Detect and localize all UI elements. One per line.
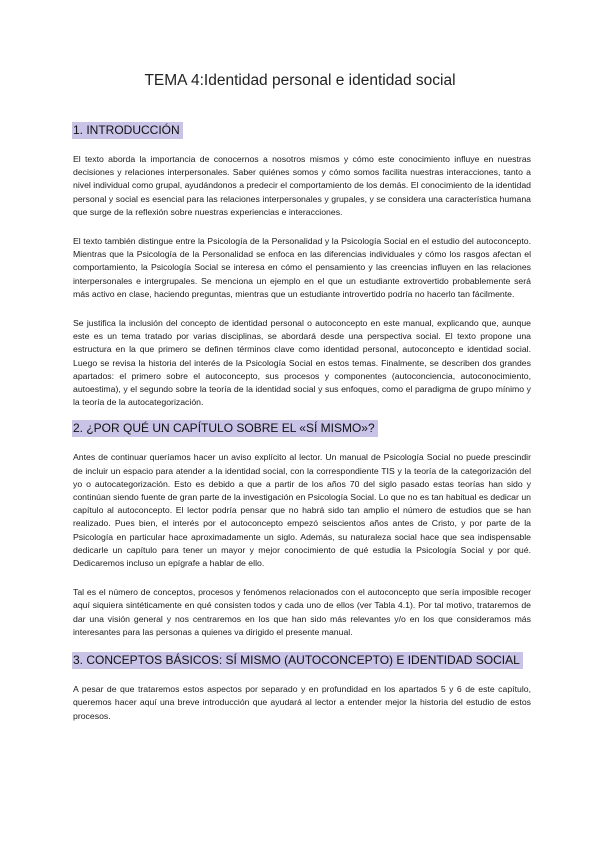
- section-introduccion: [73, 121, 531, 409]
- paragraph: Antes de continuar queríamos hacer un aviso explícito al lector. Un manual de Psicología Social no puede prescindir de incluir un espacio para atender a la identidad social, con la correspondiente TIS y la teoría de la categorización del yo o autocategorización. Esto es debido a que a partir de los años 70 del siglo pasado estas teorías han sido y continúan siendo fuente de gran parte de la investigación en Psicología Social. Lo que no es tan habitual es dedicar un capítulo al autoconcepto. El lector podría pensar que no habrá sido tan amplio el número de estudios que se han realizado. Pues bien, el interés por el autoconcepto empezó seiscientos años antes de Cristo, y por parte de la Psicología en particular hace aproximadamente un siglo. Además, su naturaleza social hace que sea indispensable dedicarle un capítulo para tener un mayor y mejor conocimiento de qué estudia la Psicología Social y por qué. Dedicaremos incluso un epígrafe a hablar de ello.: [73, 452, 531, 569]
- document-body: [73, 121, 531, 739]
- paragraph: Se justifica la inclusión del concepto de identidad personal o autoconcepto en este manual, explicando que, aunque este es un tema tratado por varias disciplinas, se abordará desde una perspectiva social. El texto propone una estructura en la que primero se definen términos clave como identidad personal, autoconcepto e identidad social. Luego se revisa la historia del interés de la Psicología Social en estos temas. Finalmente, se describen dos grandes apartados: el primero sobre el autoconcepto, sus procesos y componentes (autoconciencia, autoconocimiento, autoestima), y el segundo sobre la teoría de la identidad social y sus enfoques, como el paradigma de grupo mínimo y la teoría de la autocategorización.: [73, 318, 531, 408]
- paragraph: El texto también distingue entre la Psicología de la Personalidad y la Psicología Social en el estudio del autoconcepto. Mientras que la Psicología de la Personalidad se enfoca en las diferencias individuales y cómo los rasgos afectan el comportamiento, la Psicología Social se interesa en cómo el pensamiento y las creencias influyen en las relaciones interpersonales e intergrupales. Se menciona un ejemplo en el que un estudiante extrovertido probablemente será más activo en clase, haciendo preguntas, mientras que un estudiante introvertido podría no hacerlo tan fácilmente.: [73, 236, 531, 299]
- document-title: TEMA 4:Identidad personal e identidad social: [144, 72, 456, 89]
- paragraph: El texto aborda la importancia de conocernos a nosotros mismos y cómo este conocimiento influye en nuestras decisiones y relaciones interpersonales. Saber quiénes somos y cómo somos facilita nuestras interacciones, tanto a nivel individual como grupal, ayudándonos a predecir el comportamiento de los demás. El conocimiento de la identidad personal y social es esencial para las relaciones interpersonales y grupales, y se considera una característica humana que surge de la reflexión sobre nuestras experiencias e interacciones.: [73, 154, 531, 217]
- paragraph: A pesar de que trataremos estos aspectos por separado y en profundidad en los apartados 5 y 6 de este capítulo, queremos hacer aquí una breve introducción que ayudará al lector a entender mejor la historia del estudio de estos procesos.: [73, 684, 531, 721]
- paragraph: Tal es el número de conceptos, procesos y fenómenos relacionados con el autoconcepto que sería imposible recoger aquí siquiera sintéticamente en qué consisten todos y cada uno de ellos (ver Tabla 4.1). Por tal motivo, trataremos de dar una visión general y nos centraremos en los que han sido más relevantes y/o en los que consideramos más interesantes para las personas a quienes va dirigido el presente manual.: [73, 587, 531, 637]
- section-heading: 3. CONCEPTOS BÁSICOS: SÍ MISMO (AUTOCONCEPTO) E IDENTIDAD SOCIAL: [72, 652, 523, 669]
- section-por-que: [73, 419, 531, 639]
- section-heading: 2. ¿POR QUÉ UN CAPÍTULO SOBRE EL «SÍ MISMO»?: [72, 420, 378, 437]
- section-conceptos-basicos: [73, 651, 531, 723]
- section-heading: 1. INTRODUCCIÓN: [72, 122, 183, 139]
